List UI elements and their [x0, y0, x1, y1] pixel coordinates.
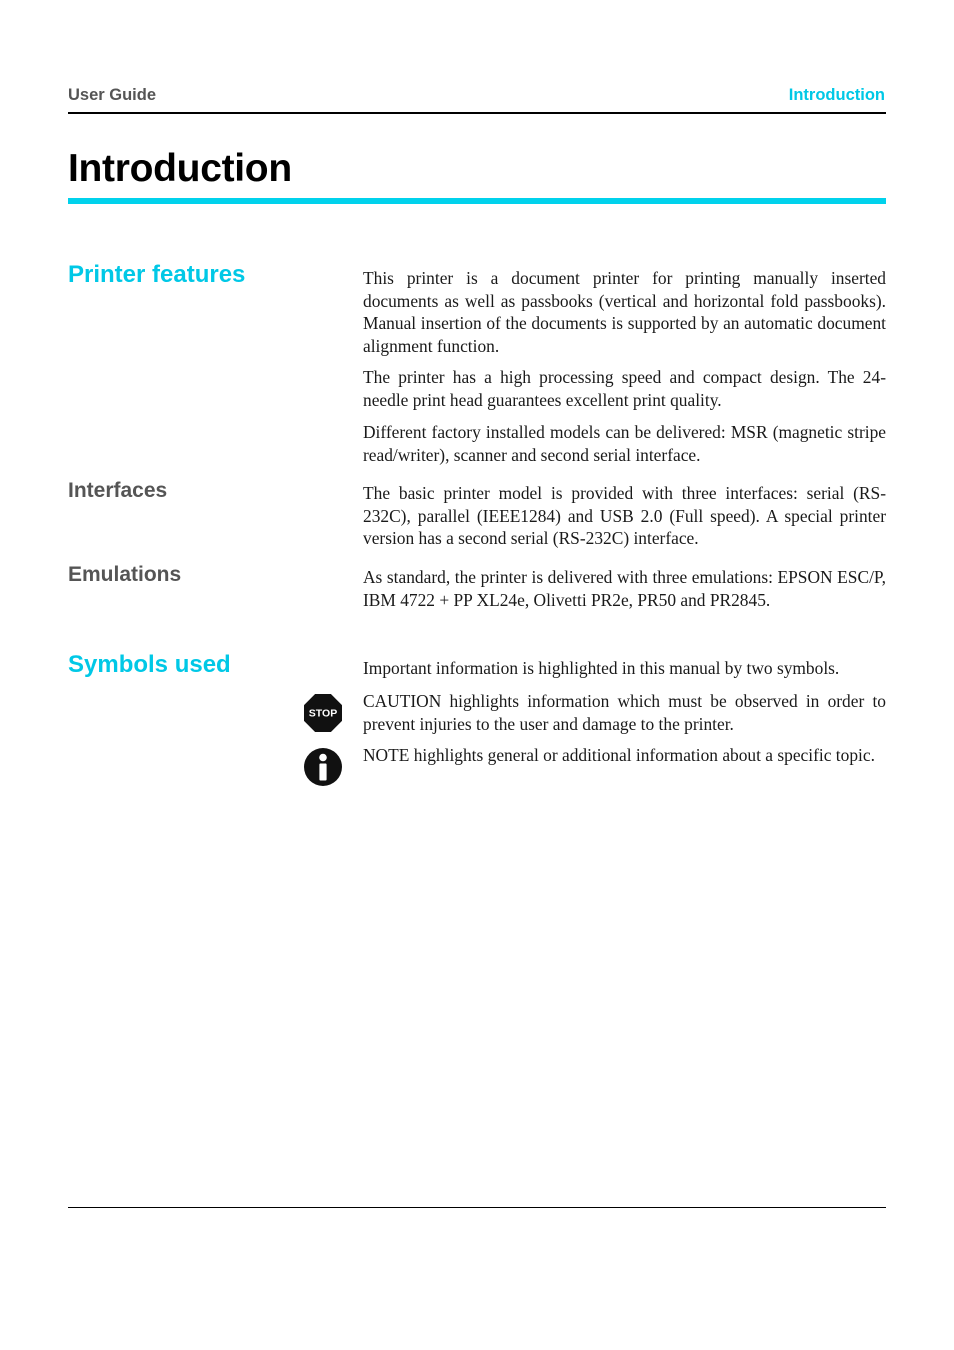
emulations-paragraph: As standard, the printer is delivered with three emulations: EPSON ESC/P, IBM 4722 + PP XL24e, Olivetti PR2e, PR50 and PR2845. [363, 567, 886, 610]
interfaces-heading: Interfaces [68, 479, 168, 502]
interfaces-paragraph: The basic printer model is provided with three interfaces: serial (RS-232C), parallel (IEEE1284) and USB 2.0 (Full speed). A special printer version has a second serial (RS-232C) interface. [363, 483, 886, 548]
printer-features-heading: Printer features [68, 261, 246, 288]
header-doc-title: User Guide [68, 86, 157, 104]
printer-features-paragraph-1: This printer is a document printer for printing manually inserted documents as well as passbooks (vertical and horizontal fold passbooks). Manual insertion of the documents is supported by an automatic document alignment function. [363, 268, 886, 356]
page-title: Introduction [68, 147, 292, 190]
symbols-intro-paragraph: Important information is highlighted in this manual by two symbols. [363, 658, 840, 678]
note-paragraph: NOTE highlights general or additional information about a specific topic. [363, 745, 875, 765]
stop-icon-label: STOP [308, 707, 338, 720]
caution-paragraph: CAUTION highlights information which must be observed in order to prevent injuries to the user and damage to the printer. [363, 691, 886, 734]
header-chapter-title: Introduction [788, 86, 885, 104]
printer-features-paragraph-2: The printer has a high processing speed and compact design. The 24-needle print head guarantees excellent print quality. [363, 367, 886, 410]
emulations-heading: Emulations [68, 563, 182, 586]
info-icon [304, 748, 342, 786]
title-divider [68, 198, 886, 204]
stop-sign-icon [304, 694, 342, 732]
printer-features-paragraph-3: Different factory installed models can be delivered: MSR (magnetic stripe read/writer), scanner and second serial interface. [363, 422, 886, 465]
footer-divider [68, 1207, 886, 1208]
symbols-used-heading: Symbols used [68, 651, 231, 678]
header-divider [68, 112, 886, 114]
